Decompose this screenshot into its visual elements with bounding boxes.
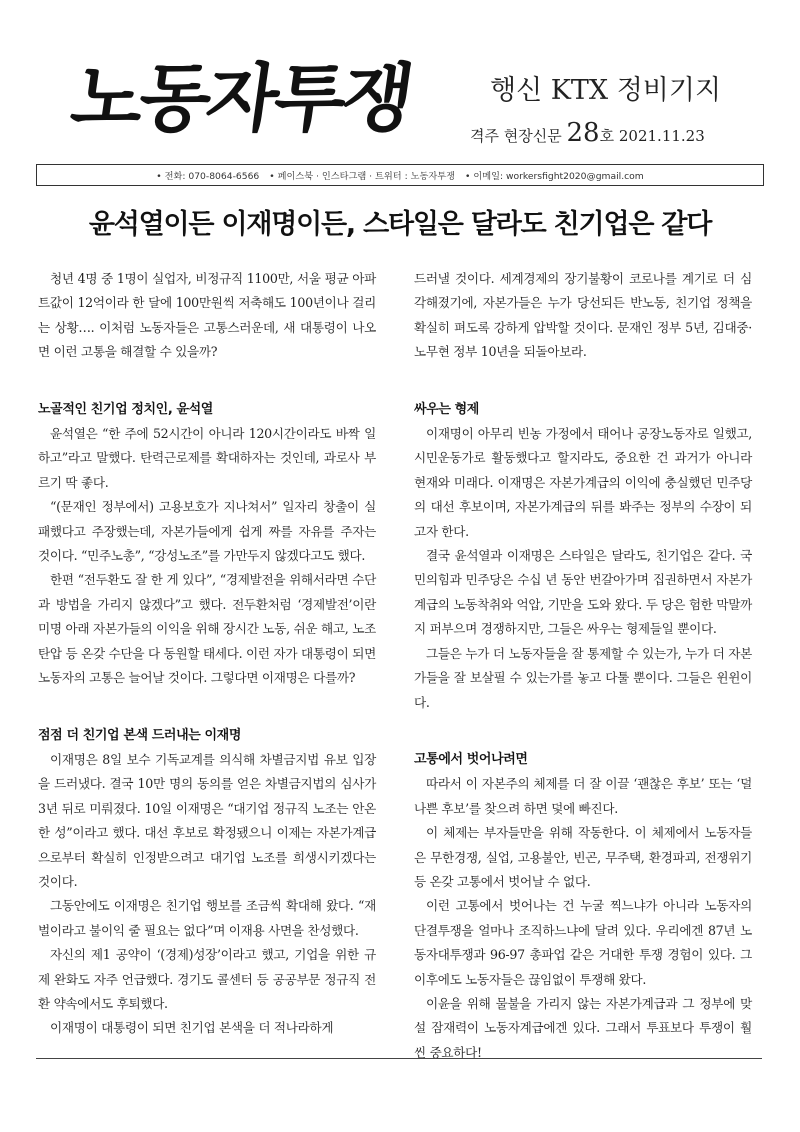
paragraph: 그들은 누가 더 노동자들을 잘 통제할 수 있는가, 누가 더 자본가들을 잘 보살필 수 있는가를 놓고 다툴 뿐이다. 그들은 윈윈이다.: [414, 645, 752, 710]
paragraph: 이재명이 아무리 빈농 가정에서 태어나 공장노동자로 일했고, 시민운동가로 활동했다고 할지라도, 중요한 건 과거가 아니라 현재와 미래다. 이재명은 자본가계급의 이익에 충실했던 민주당의 대선 후보이며, 자본가계급의 뒤를 봐주는 정부의 수장이 되고자 한다.: [414, 426, 752, 539]
left-column: [38, 267, 376, 1041]
intro-paragraph: 청년 4명 중 1명이 실업자, 비정규직 1100만, 서울 평균 아파트값이 12억이라 한 달에 100만원씩 저축해도 100년이나 걸리는 상황…. 이처럼 노동자들은 고통스러운데, 새 대통령이 나오면 이런 고통을 해결할 수 있을까?: [38, 271, 376, 360]
issue-line: [470, 118, 705, 148]
section-heading-brothers: 싸우는 형제: [414, 401, 479, 417]
paragraph: 결국 윤석열과 이재명은 스타일은 달라도, 친기업은 같다. 국민의힘과 민주당은 수십 년 동안 번갈아가며 집권하면서 자본가계급의 노동착취와 억압, 기만을 도와 왔다. 두 당은 험한 막말까지 퍼부으며 경쟁하지만, 그들은 싸우는 형제들일 뿐이다.: [414, 548, 752, 637]
section-spacer: [414, 365, 752, 398]
section-spacer: [38, 691, 376, 724]
right-column: [414, 267, 752, 1065]
paragraph: 이재명은 8일 보수 기독교계를 의식해 차별금지법 유보 입장을 드러냈다. 결국 10만 명의 동의를 얻은 차별금지법의 심사가 3년 뒤로 미뤄졌다. 10일 이재명은 “대기업 정규직 노조는 안온한 성”이라고 했다. 대선 후보로 확정됐으니 이제는 자본가계급으로부터 확실히 인정받으려고 대기업 노조를 희생시키겠다는 것이다.: [38, 751, 376, 889]
paragraph: 이재명이 대통령이 되면 친기업 본색을 더 적나라하게: [50, 1020, 334, 1036]
paragraph: 이 체제는 부자들만을 위해 작동한다. 이 체제에서 노동자들은 무한경쟁, 실업, 고용불안, 빈곤, 무주택, 환경파괴, 전쟁위기 등 온갖 고통에서 벗어날 수 없다.: [414, 825, 752, 889]
contact-bar: [36, 164, 764, 186]
paragraph: 자신의 제1 공약이 ‘(경제)성장’이라고 했고, 기업을 위한 규제 완화도 자주 언급했다. 경기도 콜센터 등 공공부문 정규직 전환 약속에서도 후퇴했다.: [38, 947, 376, 1011]
paragraph: 따라서 이 자본주의 체제를 더 잘 이끌 ‘괜찮은 후보’ 또는 ‘덜 나쁜 후보’를 찾으려 하면 덫에 빠진다.: [414, 776, 752, 816]
contact-social: • 페이스북 · 인스타그램 · 트위터 : 노동자투쟁: [269, 168, 455, 182]
paragraph: 이윤을 위해 물불을 가리지 않는 자본가계급과 그 정부에 맞설 잠재력이 노동자계급에겐 있다. 그래서 투표보다 투쟁이 훨씬 중요하다!: [414, 995, 752, 1060]
edition-title: 행신 KTX 정비기지: [490, 75, 722, 106]
section-spacer: [414, 715, 752, 748]
paragraph: 그동안에도 이재명은 친기업 행보를 조금씩 확대해 왔다. “재벌이라고 불이익 줄 필요는 없다”며 이재용 사면을 찬성했다.: [38, 898, 376, 938]
issue-number: 28: [566, 118, 600, 148]
bottom-divider: [36, 1058, 762, 1059]
paragraph: 윤석열은 “한 주에 52시간이 아니라 120시간이라도 바짝 일하고”라고 말했다. 탄력근로제를 확대하자는 것인데, 과로사 부르기 딱 좋다.: [38, 426, 376, 490]
frequency-label: 격주 현장신문: [470, 127, 562, 145]
section-heading-escape: 고통에서 벗어나려면: [414, 751, 528, 767]
continuation-paragraph: 드러낼 것이다. 세계경제의 장기불황이 코로나를 계기로 더 심각해졌기에, 자본가들은 누가 당선되든 반노동, 친기업 정책을 확실히 펴도록 강하게 압박할 것이다. 문재인 정부 5년, 김대중·노무현 정부 10년을 되돌아보라.: [414, 271, 752, 360]
section-spacer: [38, 365, 376, 398]
paragraph: 한편 “전두환도 잘 한 게 있다”, “경제발전을 위해서라면 수단과 방법을 가리지 않겠다”고 했다. 전두환처럼 ‘경제발전’이란 미명 아래 자본가들의 이익을 위해 장시간 노동, 쉬운 해고, 노조 탄압 등 온갖 수단을 다 동원할 태세다. 이런 자가 대통령이 되면 노동자의 고통은 늘어날 것이다. 그렇다면 이재명은 다를까?: [38, 572, 376, 686]
paragraph: 이런 고통에서 벗어나는 건 누굴 찍느냐가 아니라 노동자의 단결투쟁을 얼마나 조직하느냐에 달려 있다. 우리에겐 87년 노동자대투쟁과 96-97 총파업 같은 거대한 투쟁 경험이 있다. 그 이후에도 노동자들은 끊임없이 투쟁해 왔다.: [414, 898, 752, 987]
newspaper-logo: 노동자투쟁: [65, 56, 416, 142]
contact-phone: • 전화: 070-8064-6566: [156, 168, 259, 182]
section-heading-lee: 점점 더 친기업 본색 드러내는 이재명: [38, 727, 241, 743]
contact-email: • 이메일: workersfight2020@gmail.com: [465, 168, 644, 182]
section-heading-yoon: 노골적인 친기업 정치인, 윤석열: [38, 401, 213, 417]
issue-suffix: 호: [599, 127, 615, 145]
masthead: [0, 0, 800, 160]
issue-date: 2021.11.23: [618, 127, 705, 145]
paragraph: “(문재인 정부에서) 고용보호가 지나쳐서” 일자리 창출이 실패했다고 주장했는데, 자본가들에게 쉽게 짜를 자유를 주자는 것이다. “민주노총”, “강성노조”를 가만두지 않겠다고도 했다.: [38, 499, 376, 564]
main-headline: 윤석열이든 이재명이든, 스타일은 달라도 친기업은 같다: [88, 209, 712, 240]
